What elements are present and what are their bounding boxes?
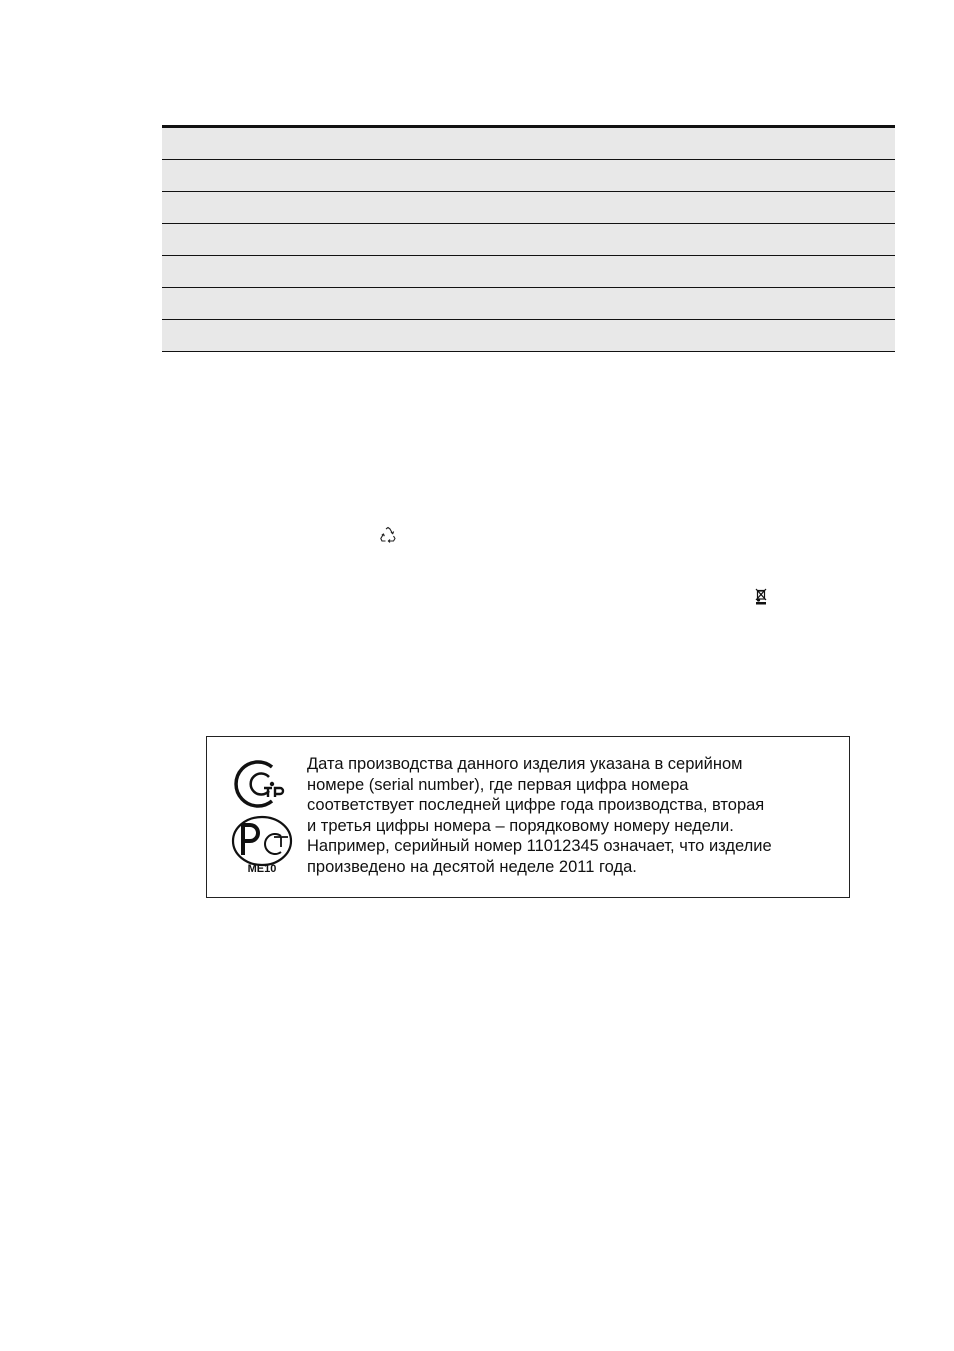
table-row	[162, 224, 895, 256]
table-row	[162, 256, 895, 288]
note-line: Дата производства данного изделия указана в серийном	[307, 755, 743, 773]
table-row	[162, 128, 895, 160]
note-line: номере (serial number), где первая цифра номера	[307, 775, 689, 794]
note-line: и третья цифры номера – порядковому номеру недели.	[307, 816, 734, 835]
table-row	[162, 288, 895, 320]
crossed-out-wheelie-bin-icon	[754, 587, 768, 605]
recycle-icon	[379, 526, 397, 544]
note-line: Например, серийный номер 11012345 означает, что изделие	[307, 837, 772, 856]
note-line: произведено на десятой неделе 2011 года.	[307, 857, 637, 876]
table-row	[162, 160, 895, 192]
specification-table	[162, 125, 895, 352]
note-line: соответствует последней цифре года производства, вторая	[307, 796, 765, 815]
eac-logo	[231, 757, 293, 811]
pct-gost-r-logo	[231, 815, 293, 867]
table-row	[162, 192, 895, 224]
pct-certification-code: ME10	[247, 863, 277, 875]
certificate-info-box	[206, 736, 850, 898]
production-date-note	[307, 754, 847, 878]
table-row	[162, 320, 895, 352]
